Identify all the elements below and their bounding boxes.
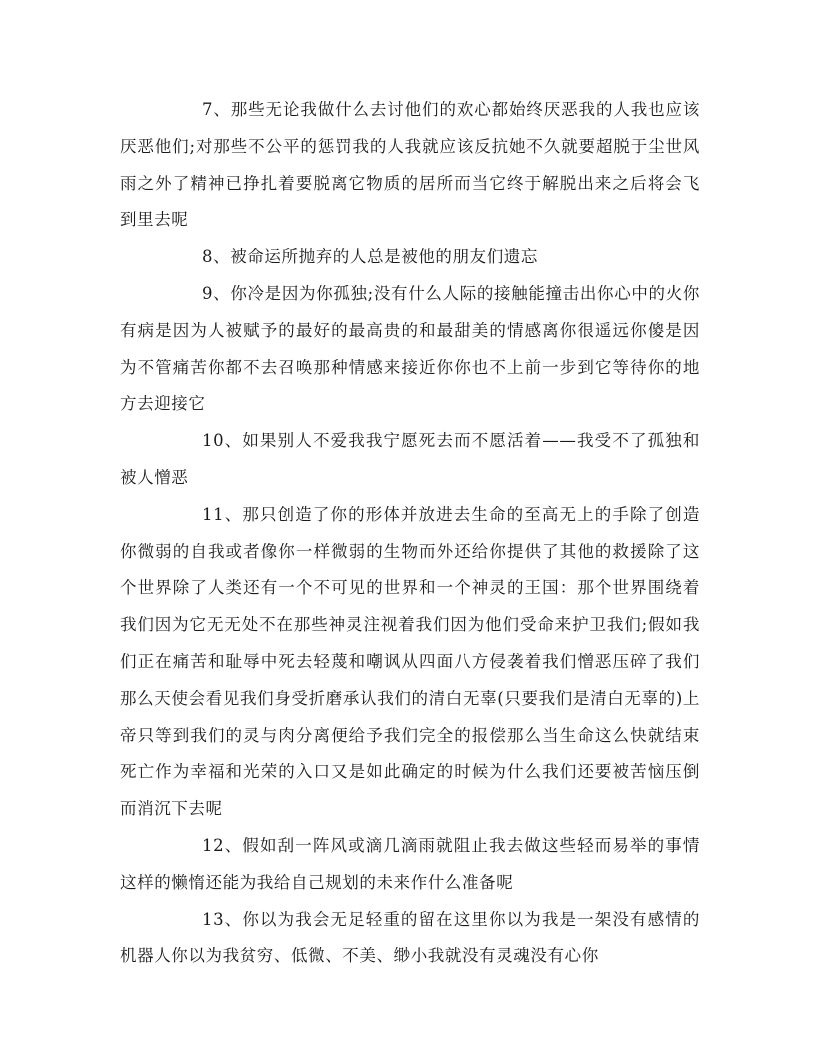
paragraph-10: 10、如果别人不爱我我宁愿死去而不愿活着——我受不了孤独和被人憎恶 [120,431,700,487]
paragraph-8: 8、被命运所抛弃的人总是被他的朋友们遗忘 [202,247,538,267]
paragraph-9: 9、你冷是因为你孤独;没有什么人际的接触能撞击出你心中的火你有病是因为人被赋予的最好的最高贵的和最甜美的情感离你很遥远你傻是因为不管痛苦你都不去召唤那种情感来接近你你也不上前一步到它等待你的地方去迎接它 [120,283,700,414]
paragraph-11: 11、那只创造了你的形体并放进去生命的至高无上的手除了创造你微弱的自我或者像你一样微弱的生物而外还给你提供了其他的救援除了这个世界除了人类还有一个不可见的世界和一个神灵的王国：那个世界围绕着我们因为它无无处不在那些神灵注视着我们因为他们受命来护卫我们;假如我们正在痛苦和耻辱中死去轻蔑和嘲讽从四面八方侵袭着我们憎恶压碎了我们那么天使会看见我们身受折磨承认我们的清白无辜(只要我们是清白无辜的)上帝只等到我们的灵与肉分离便给予我们完全的报偿那么当生命这么快就结束死亡作为幸福和光荣的入口又是如此确定的时候为什么我们还要被苦恼压倒而消沉下去呢 [120,504,700,819]
paragraph-13: 13、你以为我会无足轻重的留在这里你以为我是一架没有感情的机器人你以为我贫穷、低微、不美、缈小我就没有灵魂没有心你 [120,909,700,966]
paragraph-12: 12、假如刮一阵风或滴几滴雨就阻止我去做这些轻而易举的事情这样的懒惰还能为我给自己规划的未来作什么准备呢 [120,835,700,892]
paragraph-7: 7、那些无论我做什么去讨他们的欢心都始终厌恶我的人我也应该厌恶他们;对那些不公平的惩罚我的人我就应该反抗她不久就要超脱于尘世风雨之外了精神已挣扎着要脱离它物质的居所而当它终于解脱出来之后将会飞到里去呢 [120,100,700,230]
document-body [120,92,700,975]
